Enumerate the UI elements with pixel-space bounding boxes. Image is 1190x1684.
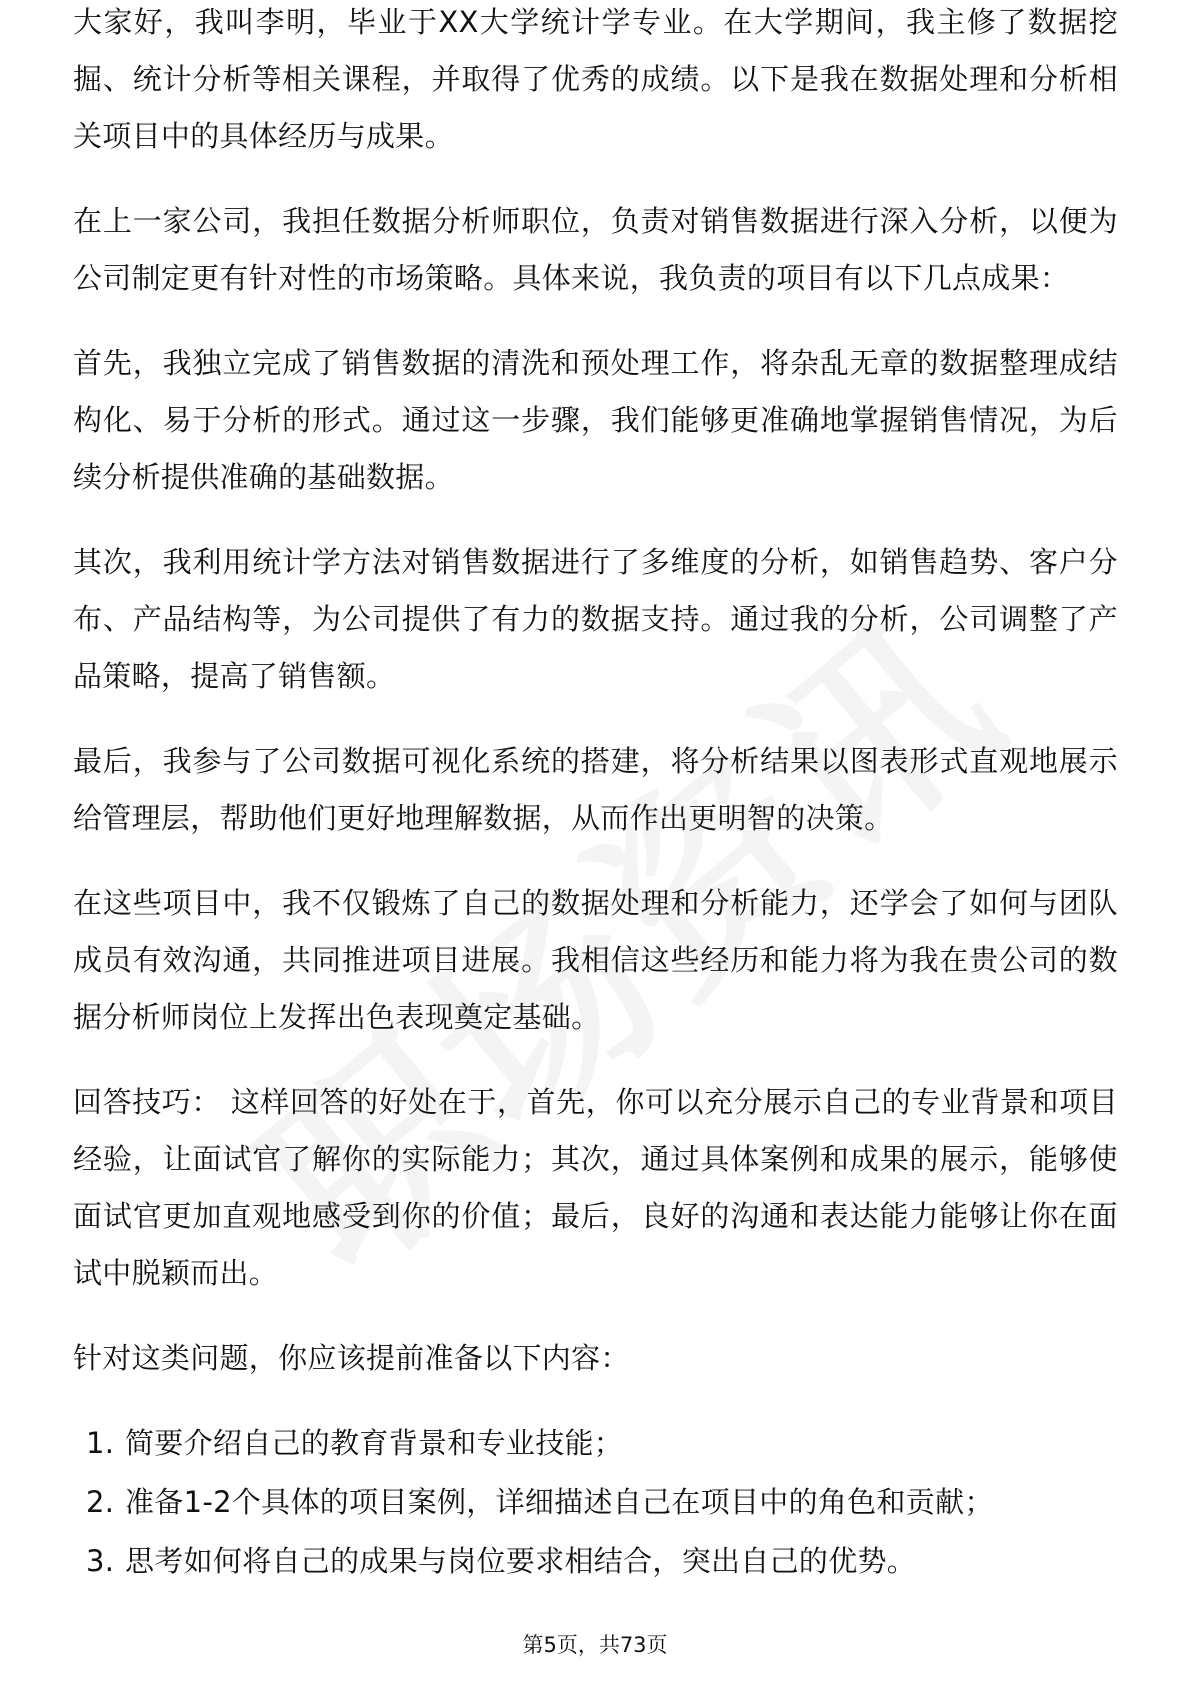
paragraph-second: 其次，我利用统计学方法对销售数据进行了多维度的分析，如销售趋势、客户分布、产品结构等，为公司提供了有力的数据支持。通过我的分析，公司调整了产品策略，提高了销售额。 xyxy=(73,545,1118,693)
list-item-number: 2. xyxy=(86,1485,115,1519)
paragraph-summary: 在这些项目中，我不仅锻炼了自己的数据处理和分析能力，还学会了如何与团队成员有效沟通，共同推进项目进展。我相信这些经历和能力将为我在贵公司的数据分析师岗位上发挥出色表现奠定基础。 xyxy=(73,886,1118,1034)
list-item-text: 思考如何将自己的成果与岗位要求相结合，突出自己的优势。 xyxy=(125,1544,917,1578)
list-item-number: 1. xyxy=(86,1426,115,1460)
paragraph-preparation: 针对这类问题，你应该提前准备以下内容： xyxy=(73,1341,630,1375)
page-number: 第5页，共73页 xyxy=(522,1633,668,1657)
document-body xyxy=(73,5,1118,1592)
list-item xyxy=(73,1533,1118,1590)
list-item xyxy=(73,1415,1118,1472)
list-item xyxy=(73,1474,1118,1531)
paragraph-first: 首先，我独立完成了销售数据的清洗和预处理工作，将杂乱无章的数据整理成结构化、易于分析的形式。通过这一步骤，我们能够更准确地掌握销售情况，为后续分析提供准确的基础数据。 xyxy=(73,346,1118,494)
list-item-number: 3. xyxy=(86,1544,115,1578)
paragraph-answer-tips: 回答技巧： 这样回答的好处在于，首先，你可以充分展示自己的专业背景和项目经验，让面试官了解你的实际能力；其次，通过具体案例和成果的展示，能够使面试官更加直观地感受到你的价值；最后，良好的沟通和表达能力能够让你在面试中脱颖而出。 xyxy=(73,1085,1118,1290)
paragraph-intro: 大家好，我叫李明，毕业于XX大学统计学专业。在大学期间，我主修了数据挖掘、统计分析等相关课程，并取得了优秀的成绩。以下是我在数据处理和分析相关项目中的具体经历与成果。 xyxy=(73,5,1118,153)
list-item-text: 简要介绍自己的教育背景和专业技能； xyxy=(125,1426,624,1460)
preparation-list xyxy=(73,1415,1118,1590)
paragraph-last: 最后，我参与了公司数据可视化系统的搭建，将分析结果以图表形式直观地展示给管理层，帮助他们更好地理解数据，从而作出更明智的决策。 xyxy=(73,744,1118,835)
paragraph-previous-job: 在上一家公司，我担任数据分析师职位，负责对销售数据进行深入分析，以便为公司制定更有针对性的市场策略。具体来说，我负责的项目有以下几点成果： xyxy=(73,204,1118,295)
list-item-text: 准备1-2个具体的项目案例，详细描述自己在项目中的角色和贡献； xyxy=(125,1485,994,1519)
